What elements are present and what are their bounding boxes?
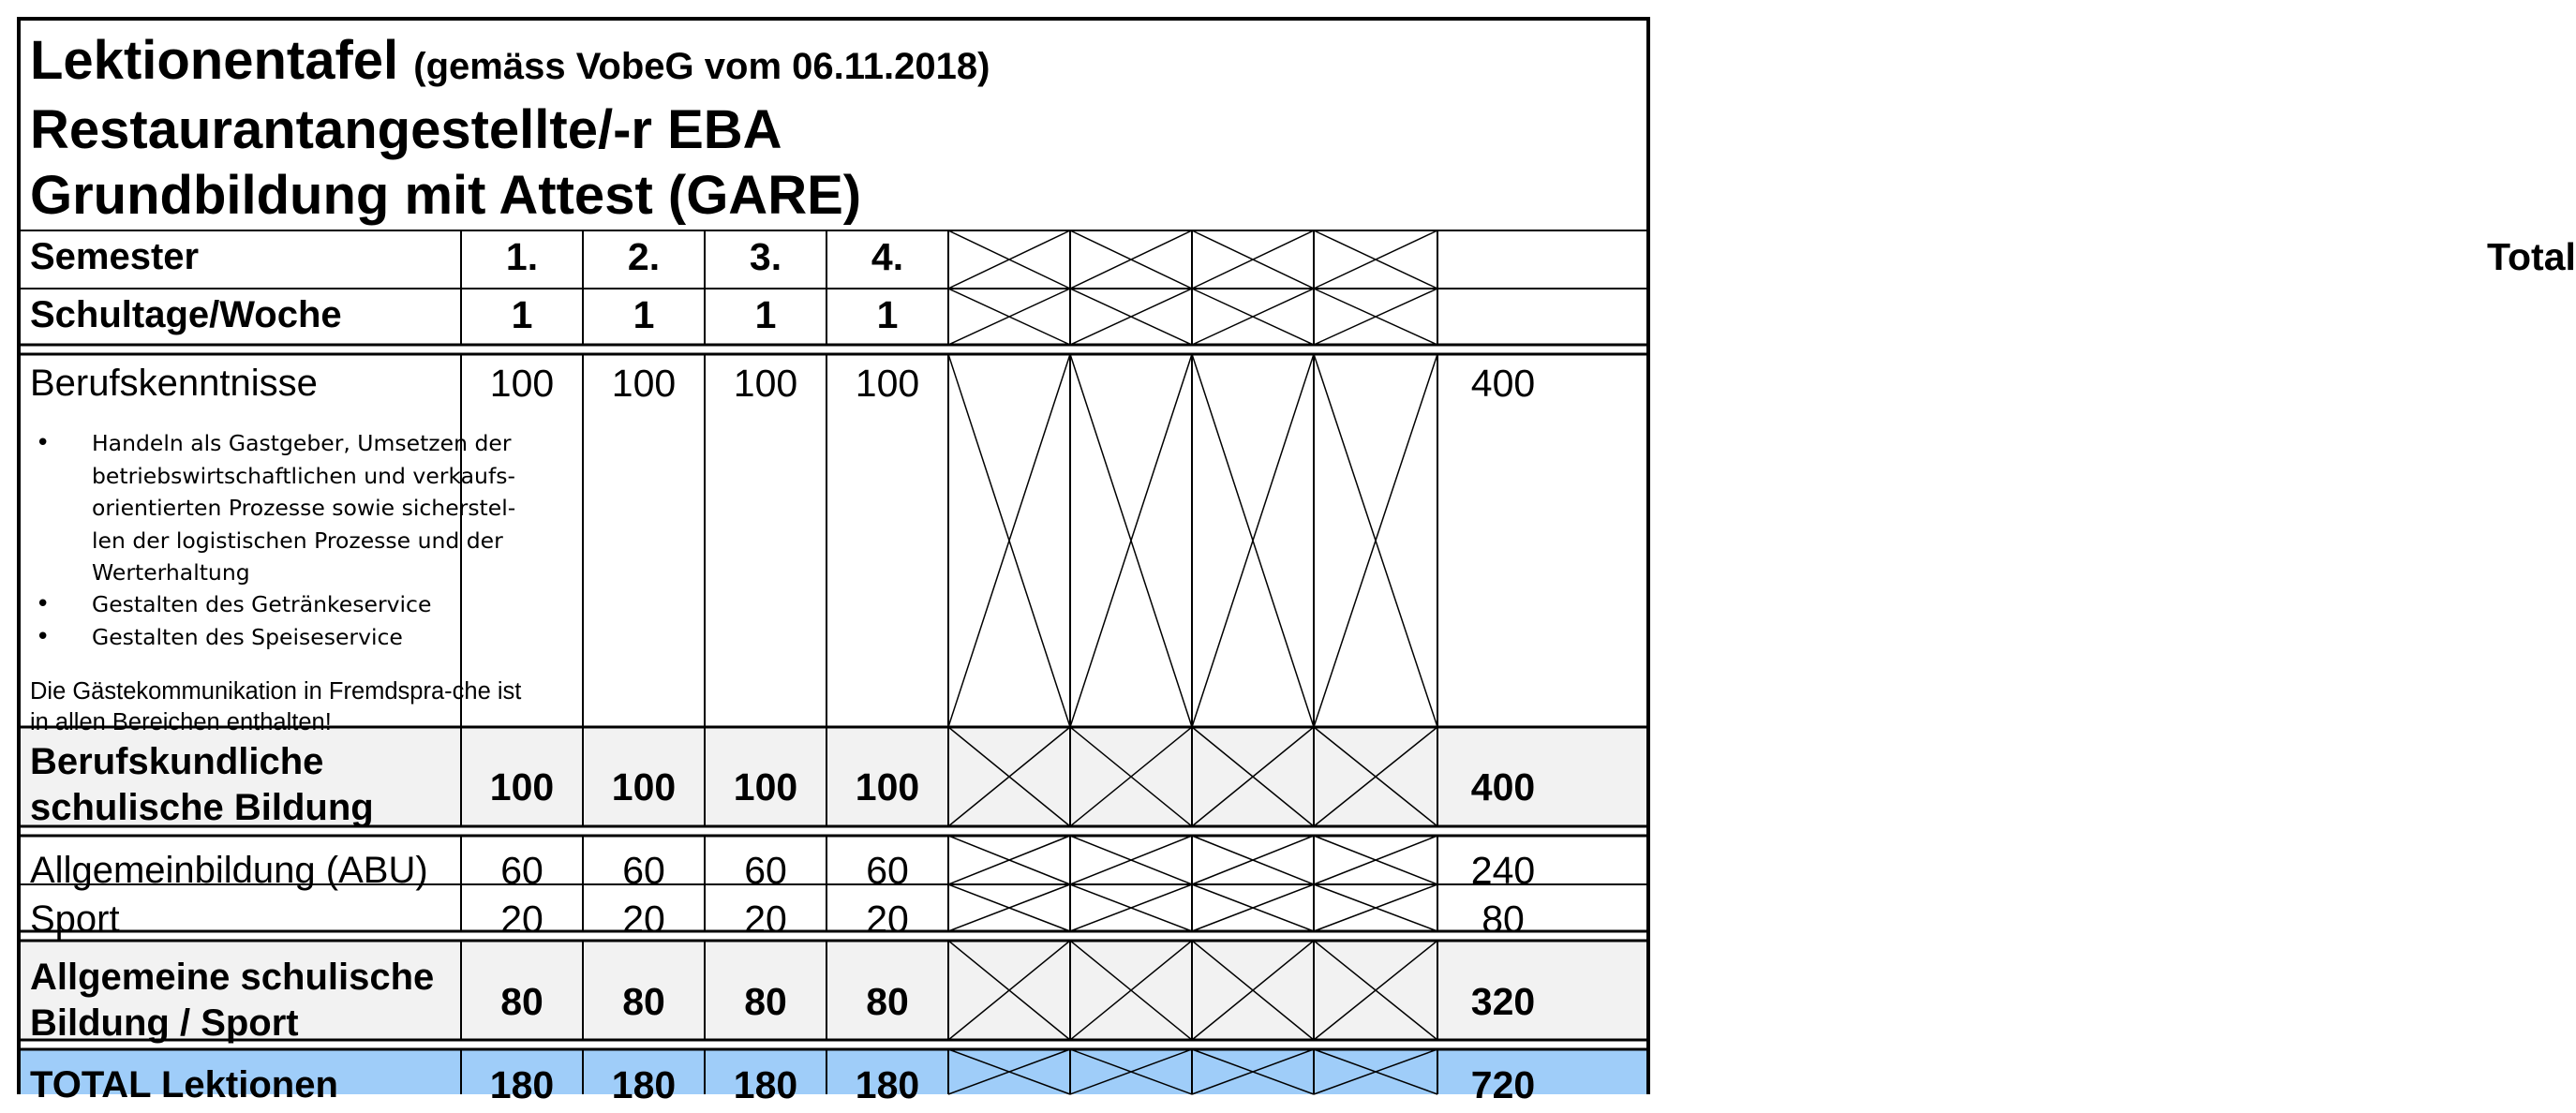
- title-subtitle: (gemäss VobeG vom 06.11.2018): [413, 46, 990, 87]
- schultage-sem-2: 1: [633, 293, 655, 336]
- allgemein-sem-2: 80: [622, 980, 665, 1023]
- title-main: Lektionentafel: [30, 30, 399, 91]
- allgemein-sem-3: 80: [744, 980, 787, 1023]
- sport-sem-1: 20: [500, 898, 543, 941]
- title-line-3: Grundbildung mit Attest (GARE): [30, 165, 862, 226]
- row-semester-label: Semester: [30, 236, 200, 277]
- col-header-semester-3: 3.: [749, 235, 782, 278]
- berufskundlich-sem-2: 100: [611, 765, 677, 809]
- berufskundlich-sem-1: 100: [489, 765, 555, 809]
- abu-sem-4: 60: [866, 849, 909, 892]
- row-allgemein-label-2: Bildung / Sport: [30, 1002, 299, 1044]
- row-berufskenntnisse-label: Berufskenntnisse: [30, 363, 318, 404]
- total-sem-3: 180: [733, 1063, 798, 1106]
- berufskundlich-total: 400: [1470, 765, 1536, 809]
- fremdsprache-note: Die Gästekommunikation in Fremdspra-che ist in allen Bereichen enthalten!: [30, 678, 522, 735]
- abu-sem-3: 60: [744, 849, 787, 892]
- row-berufskundlich-label-2: schulische Bildung: [30, 787, 374, 828]
- total-sem-2: 180: [611, 1063, 677, 1106]
- abu-total: 240: [1470, 849, 1536, 892]
- row-sport-label: Sport: [30, 898, 120, 940]
- bullet-item: • Gestalten des Getränkeservice: [30, 588, 531, 621]
- allgemein-total: 320: [1470, 980, 1536, 1023]
- bullet-item: • Handeln als Gastgeber, Umsetzen der betriebswirtschaftlichen und verkaufs-orientierten Prozesse sowie sicherstel-len der logistischen Prozesse und der Werterhaltung: [30, 427, 531, 588]
- row-abu-label: Allgemeinbildung (ABU): [30, 850, 428, 891]
- sport-sem-3: 20: [744, 898, 787, 941]
- sport-sem-2: 20: [622, 898, 665, 941]
- berufskenntnisse-bullet-list: [30, 427, 531, 653]
- abu-sem-2: 60: [622, 849, 665, 892]
- total-total: 720: [1470, 1063, 1536, 1106]
- row-allgemein-label-1: Allgemeine schulische: [30, 957, 435, 998]
- col-header-semester-1: 1.: [505, 235, 539, 278]
- schultage-sem-3: 1: [754, 293, 777, 336]
- berufskenntnisse-sem-1: 100: [489, 362, 555, 405]
- row-total-label: TOTAL Lektionen: [30, 1064, 338, 1106]
- berufskundlich-sem-3: 100: [733, 765, 798, 809]
- schultage-sem-1: 1: [511, 293, 533, 336]
- col-header-semester-4: 4.: [871, 235, 904, 278]
- berufskenntnisse-sem-2: 100: [611, 362, 677, 405]
- berufskenntnisse-total: 400: [1470, 362, 1536, 405]
- total-sem-4: 180: [855, 1063, 920, 1106]
- col-header-semester-2: 2.: [627, 235, 661, 278]
- title-line-2: Restaurantangestellte/-r EBA: [30, 99, 782, 160]
- allgemein-sem-4: 80: [866, 980, 909, 1023]
- sport-sem-4: 20: [866, 898, 909, 941]
- bullet-item: • Gestalten des Speiseservice: [30, 621, 531, 654]
- schultage-sem-4: 1: [876, 293, 899, 336]
- row-berufskundlich-label-1: Berufskundliche: [30, 741, 324, 782]
- abu-sem-1: 60: [500, 849, 543, 892]
- allgemein-sem-1: 80: [500, 980, 543, 1023]
- row-schultage-label: Schultage/Woche: [30, 294, 342, 335]
- lesson-table-sheet: Lektionentafel (gemäss VobeG vom 06.11.2018) Restaurantangestellte/-r EBA Grundbildung mit Attest (GARE) Semester 1. 2. 3. 4. Total Schultage/Woche 1 1 1 1 Berufskenntnisse 100 100 100 100 400 • Handeln als Gastgeber, Umsetzen der betriebswirtschaftlichen und verkaufs-orientierten Prozesse sowie sicherstel-len der logistischen Prozesse und der Werterhaltung • Gestalten des Getränkeservice • Gestalten des Speiseservice Die Gästekommunikation in Fremdspra-che ist in allen Bereichen enthalten! Berufskundliche schulische Bildung 100 100 100 100 400 Allgemeinbildung (ABU) 60 60 60 60 240 Sport 20 20 20 20 80 Allgemeine schulische Bildung / Sport 80 80 80 80 320 TOTAL Lektionen 180 180 180 180 720: [17, 17, 1650, 1094]
- berufskenntnisse-sem-3: 100: [733, 362, 798, 405]
- berufskundlich-sem-4: 100: [855, 765, 920, 809]
- berufskenntnisse-sem-4: 100: [855, 362, 920, 405]
- total-sem-1: 180: [489, 1063, 555, 1106]
- sport-total: 80: [1482, 898, 1525, 941]
